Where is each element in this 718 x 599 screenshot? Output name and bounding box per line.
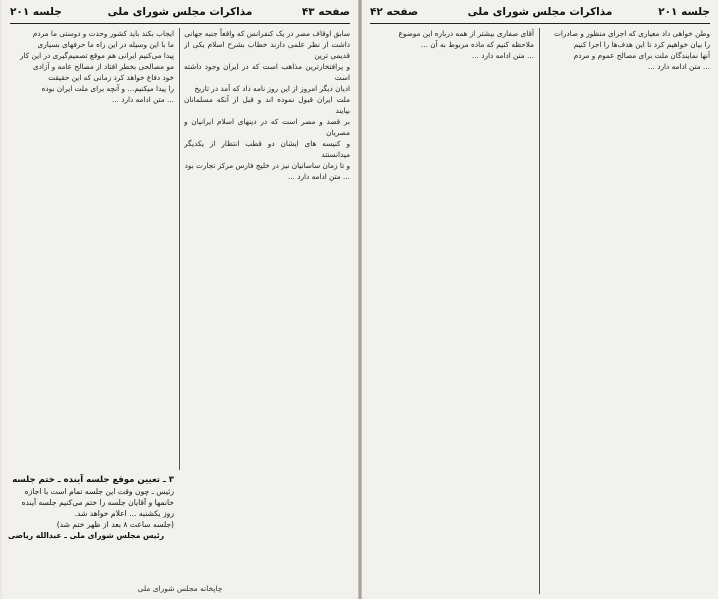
text-line: ... متن ادامه دارد ...: [471, 51, 534, 60]
text-line: ... متن ادامه دارد ...: [287, 172, 350, 181]
text-line: ... متن ادامه دارد ...: [111, 95, 174, 104]
page-number: صفحه ۴۲: [370, 6, 419, 18]
signature-line: رئیس مجلس شورای ملی ـ عبدالله ریاضی: [8, 531, 165, 540]
text-line: بر قصد و مصر است که در دینهای اسلام ایرانیان و مصریان: [184, 117, 350, 137]
header-rule: [10, 23, 350, 24]
text-line: و کنیسه های ایشان دو قطب انتظار از یکدیگر میدانستند: [184, 139, 350, 159]
page-header: [10, 6, 350, 22]
page-left: [2, 0, 358, 599]
running-title: مذاکرات مجلس شورای ملی: [107, 6, 253, 18]
header-rule: [370, 23, 710, 24]
text-line: وطن خواهی داد معیاری که اجرای منظور و صادرات: [554, 29, 710, 38]
text-line: ملت ایران قبول نموده اند و قبل از آنکه مسلمانان بیایند: [184, 95, 350, 115]
section-title: ۳ ـ تعیین موقع جلسه آینده ـ ختم جلسه: [12, 475, 174, 485]
text-line: ادیان دیگر امروز از این روز نامه داد که آمد در تاریخ: [194, 84, 350, 93]
column-divider: [539, 28, 540, 594]
text-line: را پیدا میکنیم... و آنچه برای ملت ایران بوده: [41, 84, 174, 93]
text-line: داشت از نظر علمی دارند خطاب بشرح اسلام یکی از قدیمی ترین: [184, 40, 350, 60]
section-line: خانمها و آقایان جلسه را ختم می‌کنیم جلسه آینده: [21, 498, 174, 507]
page-number: صفحه ۴۳: [301, 6, 350, 18]
text-line: مو مصالحی بخطر افتاد از مصالح عامه و آزادی: [32, 62, 174, 71]
text-line: خود دفاع خواهد کرد زمانی که این حقیقت: [48, 73, 174, 82]
text-line: ... متن ادامه دارد ...: [647, 62, 710, 71]
closing-section: [8, 474, 174, 541]
text-line: و تا زمان ساسانیان نیز در خلیج فارس مرکز تجارت بود: [184, 161, 350, 170]
closing-time: (جلسه ساعت ۸ بعد از ظهر ختم شد): [56, 520, 174, 529]
column-divider: [179, 28, 180, 470]
page-right: [362, 0, 718, 599]
text-line: ما با این وسیله در این راه ما حرفهای بسیاری: [37, 40, 174, 49]
text-column-right: [544, 28, 710, 594]
session-number: جلسه ۲۰۱: [10, 6, 62, 18]
session-number: جلسه ۲۰۱: [658, 6, 710, 18]
text-line: سابق اوقاف مصر در یک کنفرانس که واقعاً جنبه جهانی: [184, 29, 350, 38]
text-line: آنها نمایندگان ملت برای مصالح عموم و مردم: [573, 51, 710, 60]
text-column-left: [8, 28, 174, 470]
text-line: ملاحظه کنیم که ماده مربوط به آن ...: [420, 40, 534, 49]
text-line: و پرافتخارترین مذاهب است که در ایران وجود داشته است: [184, 62, 350, 82]
running-title: مذاکرات مجلس شورای ملی: [467, 6, 613, 18]
text-line: پیدا می‌کنیم ایرانی هم موقع تصمیم‌گیری در این کار: [19, 51, 174, 60]
text-column-right: [184, 28, 350, 573]
text-column-left: [368, 28, 534, 594]
section-line: رئیس ـ چون وقت این جلسه تمام است با اجازه: [24, 487, 174, 496]
text-line: را بیان خواهیم کرد تا این هدف‌ها را اجرا کنیم: [573, 40, 710, 49]
page-header: [370, 6, 710, 22]
text-line: آقای صفاری بیشتر از همه درباره این موضوع: [398, 29, 534, 38]
text-line: ایجاب بکند باید کشور وحدت و دوستی ما مردم: [32, 29, 174, 38]
page-footer: چاپخانه مجلس شورای ملی: [137, 584, 223, 593]
section-line: روز یکشنبه ... اعلام خواهد شد.: [74, 509, 174, 518]
